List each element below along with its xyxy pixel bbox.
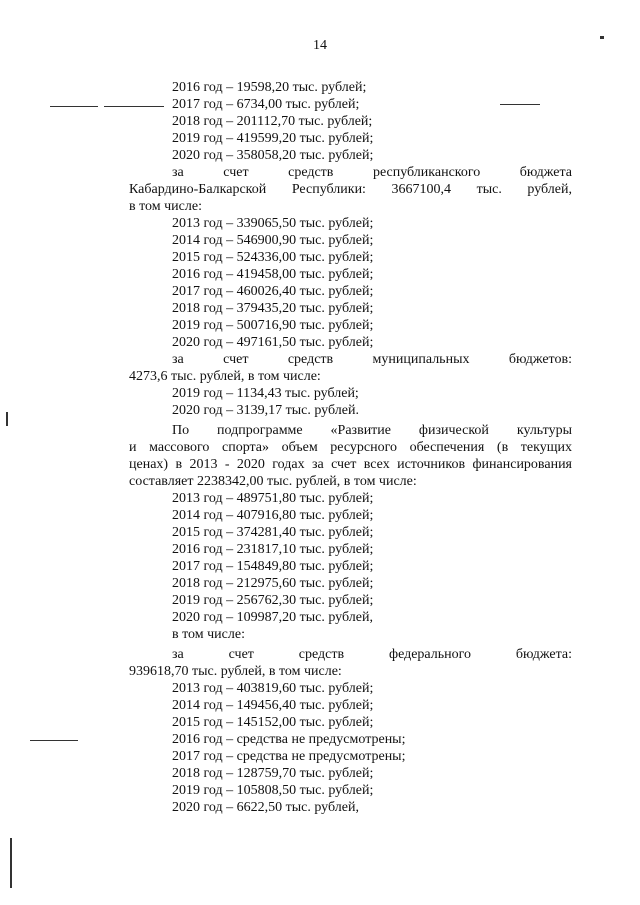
text-line: 2017 год – 154849,80 тыс. рублей; (172, 559, 374, 574)
text-line: 2020 год – 497161,50 тыс. рублей; (172, 335, 374, 350)
text-line: 2016 год – 231817,10 тыс. рублей; (172, 542, 374, 557)
text-line: 2016 год – 419458,00 тыс. рублей; (172, 267, 374, 282)
text-line: 4273,6 тыс. рублей, в том числе: (129, 369, 321, 384)
text-line: 2018 год – 128759,70 тыс. рублей; (172, 766, 374, 781)
text-line: 2015 год – 374281,40 тыс. рублей; (172, 525, 374, 540)
text-line: Кабардино-Балкарской Республики: 3667100,4 тыс. рублей, (129, 182, 572, 197)
text-line: 2020 год – 109987,20 тыс. рублей, (172, 610, 373, 625)
text-line: 939618,70 тыс. рублей, в том числе: (129, 664, 342, 679)
scan-artifact-bottom-bar (10, 838, 12, 888)
text-line: за счет средств федерального бюджета: (172, 647, 572, 662)
text-line: 2015 год – 145152,00 тыс. рублей; (172, 715, 374, 730)
text-line: 2016 год – средства не предусмотрены; (172, 732, 406, 747)
text-line: 2014 год – 546900,90 тыс. рублей; (172, 233, 374, 248)
text-line: 2020 год – 6622,50 тыс. рублей, (172, 800, 359, 815)
text-line: 2017 год – 460026,40 тыс. рублей; (172, 284, 374, 299)
text-line: 2018 год – 212975,60 тыс. рублей; (172, 576, 374, 591)
text-line: 2013 год – 489751,80 тыс. рублей; (172, 491, 374, 506)
text-line: в том числе: (172, 627, 245, 642)
text-line: ценах) в 2013 - 2020 годах за счет всех источников финансирования (129, 457, 572, 472)
text-line: 2016 год – 19598,20 тыс. рублей; (172, 80, 367, 95)
text-line: 2020 год – 358058,20 тыс. рублей; (172, 148, 374, 163)
text-line: По подпрограмме «Развитие физической культуры (172, 423, 572, 438)
text-line: 2018 год – 201112,70 тыс. рублей; (172, 114, 373, 129)
text-line: 2019 год – 105808,50 тыс. рублей; (172, 783, 374, 798)
text-line: 2019 год – 500716,90 тыс. рублей; (172, 318, 374, 333)
text-line: 2015 год – 524336,00 тыс. рублей; (172, 250, 374, 265)
text-line: 2014 год – 149456,40 тыс. рублей; (172, 698, 374, 713)
scan-artifact-lower-dash (30, 740, 78, 741)
scan-artifact-margin-bar (6, 412, 8, 426)
scan-artifact-left-dash (50, 106, 98, 107)
text-line: 2017 год – средства не предусмотрены; (172, 749, 406, 764)
text-line: за счет средств республиканского бюджета (172, 165, 572, 180)
text-line: 2019 год – 419599,20 тыс. рублей; (172, 131, 374, 146)
page-number: 14 (313, 38, 327, 53)
text-line: 2013 год – 339065,50 тыс. рублей; (172, 216, 374, 231)
text-line: в том числе: (129, 199, 202, 214)
scan-artifact-dot (600, 36, 604, 39)
text-line: 2019 год – 256762,30 тыс. рублей; (172, 593, 374, 608)
text-line: 2014 год – 407916,80 тыс. рублей; (172, 508, 374, 523)
text-line: составляет 2238342,00 тыс. рублей, в том числе: (129, 474, 417, 489)
scan-artifact-left-dash-2 (104, 106, 164, 107)
text-line: 2017 год – 6734,00 тыс. рублей; (172, 97, 360, 112)
text-line: 2019 год – 1134,43 тыс. рублей; (172, 386, 359, 401)
text-line: и массового спорта» объем ресурсного обеспечения (в текущих (129, 440, 572, 455)
text-line: за счет средств муниципальных бюджетов: (172, 352, 572, 367)
text-line: 2013 год – 403819,60 тыс. рублей; (172, 681, 374, 696)
text-line: 2018 год – 379435,20 тыс. рублей; (172, 301, 374, 316)
scan-artifact-right-dash (500, 104, 540, 105)
text-line: 2020 год – 3139,17 тыс. рублей. (172, 403, 359, 418)
